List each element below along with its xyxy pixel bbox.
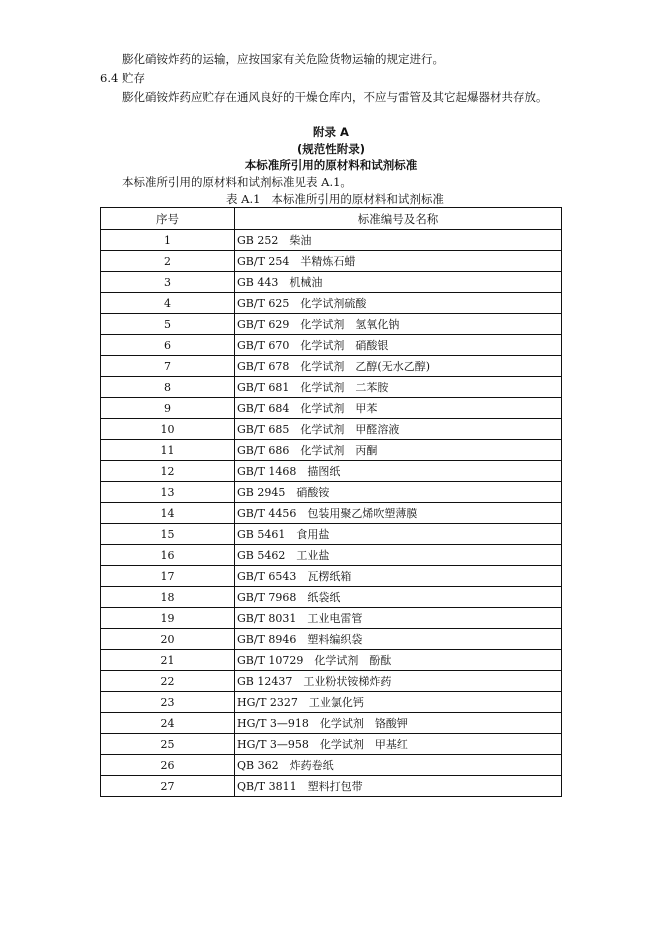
row-standard: GB/T 254 半精炼石蜡 [235,251,562,272]
row-number: 19 [101,608,235,629]
appendix-subtitle: 本标准所引用的原材料和试剂标准 [244,158,418,172]
row-standard: GB 443 机械油 [235,272,562,293]
storage-paragraph: 膨化硝铵炸药应贮存在通风良好的干燥仓库内，不应与雷管及其它起爆器材共存放。 [122,90,548,104]
row-number: 5 [101,314,235,335]
row-number: 11 [101,440,235,461]
table-caption-text: 本标准所引用的原材料和试剂标准 [271,192,444,206]
row-number: 6 [101,335,235,356]
row-number: 16 [101,545,235,566]
row-standard: GB 5461 食用盐 [235,524,562,545]
row-standard: GB/T 629 化学试剂 氢氧化钠 [235,314,562,335]
row-standard: GB/T 681 化学试剂 二苯胺 [235,377,562,398]
table-caption-number: 表 A.1 [226,192,261,206]
row-number: 25 [101,734,235,755]
table-row [101,671,562,692]
row-standard: GB/T 685 化学试剂 甲醛溶液 [235,419,562,440]
table-row [101,461,562,482]
row-number: 1 [101,230,235,251]
column-header-standard: 标准编号及名称 [235,208,562,230]
appendix-type: (规范性附录) [296,142,365,156]
table-row [101,230,562,251]
row-standard: GB 5462 工业盐 [235,545,562,566]
transport-paragraph: 膨化硝铵炸药的运输，应按国家有关危险货物运输的规定进行。 [122,52,444,66]
row-number: 26 [101,755,235,776]
row-number: 4 [101,293,235,314]
row-number: 9 [101,398,235,419]
table-row [101,482,562,503]
table-row [101,398,562,419]
section-number: 6.4 [100,71,119,85]
row-number: 10 [101,419,235,440]
table-row [101,713,562,734]
row-number: 12 [101,461,235,482]
table-row [101,776,562,797]
row-standard: GB/T 684 化学试剂 甲苯 [235,398,562,419]
row-standard: GB 12437 工业粉状铵梯炸药 [235,671,562,692]
table-row [101,650,562,671]
table-row [101,503,562,524]
row-number: 23 [101,692,235,713]
row-number: 2 [101,251,235,272]
table-row [101,587,562,608]
row-standard: GB/T 686 化学试剂 丙酮 [235,440,562,461]
row-standard: GB/T 8031 工业电雷管 [235,608,562,629]
table-row [101,440,562,461]
row-standard: GB/T 670 化学试剂 硝酸银 [235,335,562,356]
row-number: 20 [101,629,235,650]
row-standard: GB/T 4456 包装用聚乙烯吹塑薄膜 [235,503,562,524]
table-row [101,566,562,587]
table-row [101,356,562,377]
row-number: 3 [101,272,235,293]
table-row [101,293,562,314]
table-row [101,335,562,356]
table-row [101,734,562,755]
row-number: 18 [101,587,235,608]
table-row [101,692,562,713]
row-number: 21 [101,650,235,671]
row-number: 22 [101,671,235,692]
section-title: 贮存 [121,71,145,85]
table-row [101,314,562,335]
row-standard: GB/T 10729 化学试剂 酚酞 [235,650,562,671]
row-number: 17 [101,566,235,587]
table-row [101,545,562,566]
row-standard: GB 252 柴油 [235,230,562,251]
row-number: 8 [101,377,235,398]
row-standard: QB/T 3811 塑料打包带 [235,776,562,797]
table-row [101,377,562,398]
appendix-title: 附录 A [313,125,349,139]
row-number: 27 [101,776,235,797]
row-standard: GB/T 1468 描图纸 [235,461,562,482]
column-header-seq: 序号 [101,208,235,230]
row-number: 14 [101,503,235,524]
row-standard: GB/T 8946 塑料编织袋 [235,629,562,650]
row-standard: GB 2945 硝酸铵 [235,482,562,503]
table-row [101,419,562,440]
row-standard: QB 362 炸药卷纸 [235,755,562,776]
row-number: 13 [101,482,235,503]
table-caption [226,191,444,207]
row-standard: GB/T 678 化学试剂 乙醇(无水乙醇) [235,356,562,377]
section-heading-6-4 [100,70,145,86]
row-number: 24 [101,713,235,734]
table-row [101,251,562,272]
table-row [101,272,562,293]
row-number: 15 [101,524,235,545]
row-standard: HG/T 3—918 化学试剂 铬酸钾 [235,713,562,734]
reference-standards-table [100,207,562,797]
row-standard: GB/T 6543 瓦楞纸箱 [235,566,562,587]
row-standard: GB/T 625 化学试剂硫酸 [235,293,562,314]
row-standard: HG/T 2327 工业氯化钙 [235,692,562,713]
row-standard: HG/T 3—958 化学试剂 甲基红 [235,734,562,755]
table-row [101,755,562,776]
row-standard: GB/T 7968 纸袋纸 [235,587,562,608]
table-header-row [101,208,562,230]
appendix-paragraph: 本标准所引用的原材料和试剂标准见表 A.1。 [122,175,352,189]
table-row [101,629,562,650]
table-row [101,608,562,629]
table-row [101,524,562,545]
row-number: 7 [101,356,235,377]
